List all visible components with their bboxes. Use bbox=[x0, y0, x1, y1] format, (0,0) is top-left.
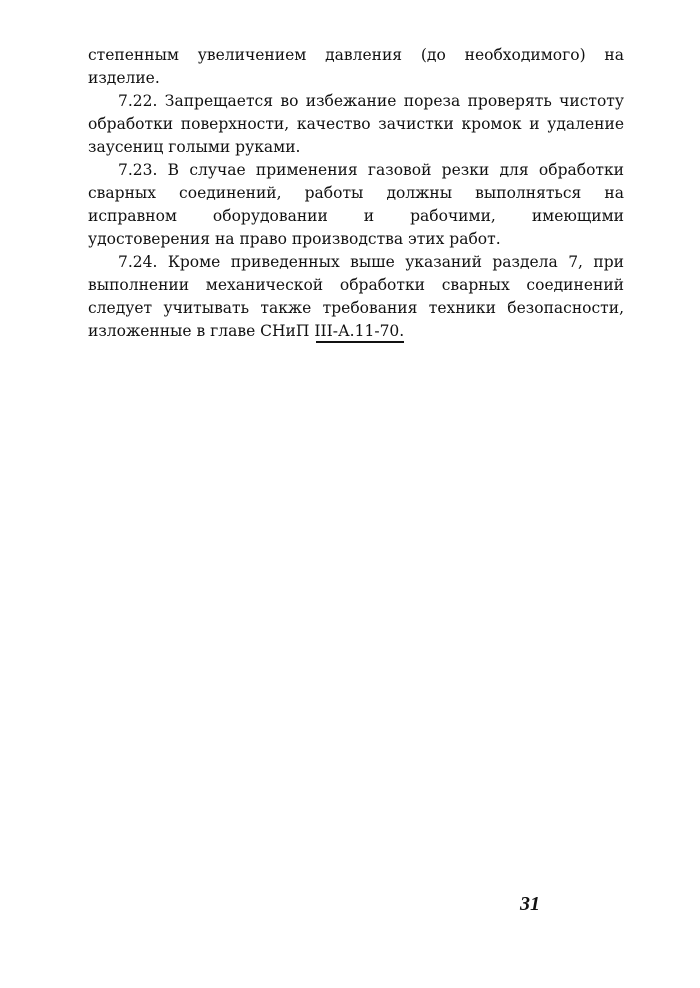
paragraph-7-22: 7.22. Запрещается во избежание пореза проверять чистоту обработки поверхности, качество зачистки кромок и удаление заусениц голыми руками. bbox=[88, 92, 624, 156]
page-number: 31 bbox=[520, 893, 540, 915]
paragraph-7-24: 7.24. Кроме приведенных выше указаний раздела 7, при выполнении механической обработки сварных соединений следует учитывать также требования техники безопасности, изложенные в главе СНиП III-А.11-70. bbox=[88, 253, 624, 340]
paragraph-7-23: 7.23. В случае применения газовой резки для обработки сварных соединений, работы должны выполняться на исправном оборудовании и рабочими, имеющими удостоверения на право производства этих работ. bbox=[88, 161, 624, 248]
body-text bbox=[88, 44, 624, 343]
paragraph-continuation: степенным увеличением давления (до необходимого) на изделие. bbox=[88, 46, 624, 87]
section-end-divider bbox=[316, 341, 404, 343]
